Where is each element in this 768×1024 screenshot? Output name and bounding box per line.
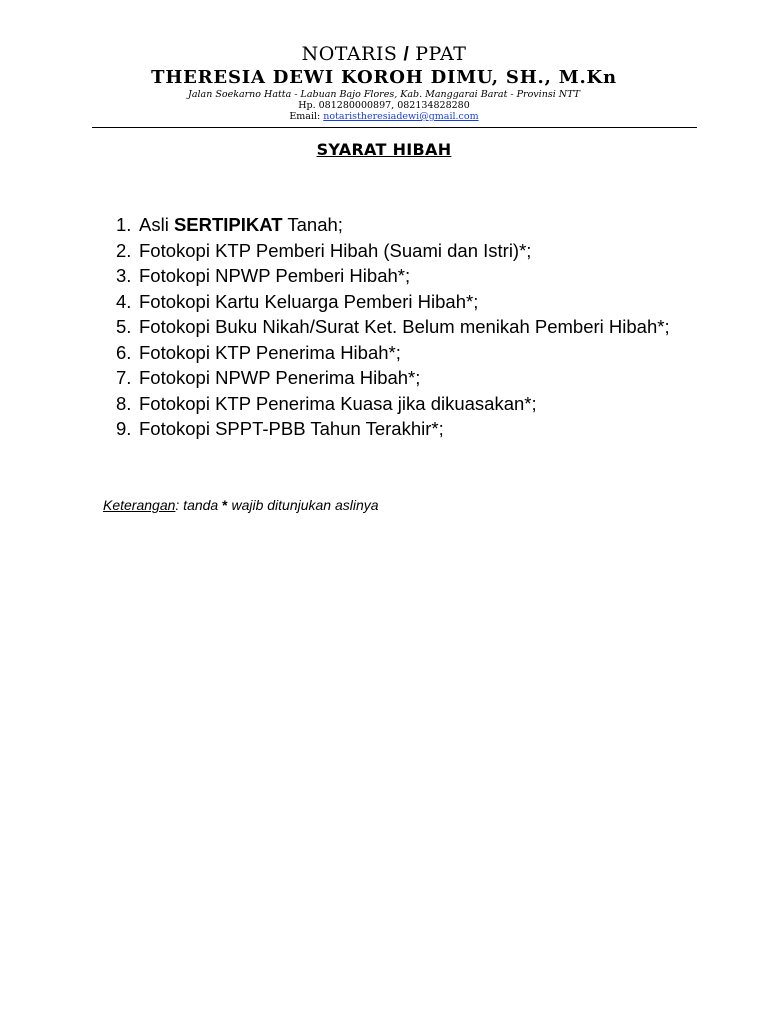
list-item (116, 314, 676, 340)
email-link[interactable]: notaristheresiadewi@gmail.com (323, 111, 479, 122)
office-separator: / (403, 44, 410, 65)
list-item-number: 8. (116, 392, 132, 414)
document-title-text: SYARAT HIBAH (316, 140, 452, 159)
list-item-text-post: Tanah; (282, 214, 343, 235)
list-item-number: 4. (116, 290, 132, 312)
list-item-text: Fotokopi NPWP Penerima Hibah*; (139, 367, 421, 388)
office-ppat: PPAT (415, 43, 467, 65)
office-title (0, 42, 768, 67)
footnote-label: Keterangan (103, 497, 176, 513)
footnote-text-pre: : tanda (175, 497, 223, 513)
list-item-number: 5. (116, 316, 132, 337)
list-item (116, 289, 676, 315)
list-item-text: Fotokopi KTP Penerima Kuasa jika dikuasakan*; (139, 392, 537, 414)
document-title (0, 140, 768, 159)
list-item (116, 212, 676, 238)
office-notaris: NOTARIS (301, 43, 398, 65)
list-item-text-pre: Asli (139, 214, 174, 235)
list-item-text: Fotokopi Buku Nikah/Surat Ket. Belum menikah Pemberi Hibah*; (139, 316, 670, 337)
notary-name: THERESIA DEWI KOROH DIMU, SH., M.Kn (151, 67, 617, 88)
office-address: Jalan Soekarno Hatta - Labuan Bajo Flores, Kab. Manggarai Barat - Provinsi NTT (188, 89, 580, 100)
list-item-number: 7. (116, 367, 132, 388)
list-item (116, 416, 676, 442)
list-item (116, 263, 676, 289)
list-item-number: 6. (116, 341, 132, 363)
list-item-text: Fotokopi KTP Pemberi Hibah (Suami dan Istri)*; (139, 239, 532, 261)
footnote-star: * (222, 497, 228, 513)
list-item (116, 238, 676, 264)
footnote-text-post: wajib ditunjukan aslinya (227, 497, 379, 513)
list-item (116, 340, 676, 366)
list-item-number: 9. (116, 418, 132, 439)
list-item-text (139, 212, 676, 238)
list-item-number: 3. (116, 265, 132, 286)
list-item-text: Fotokopi SPPT-PBB Tahun Terakhir*; (139, 418, 444, 439)
office-email (0, 111, 768, 122)
requirements-list (116, 212, 676, 442)
office-phone: Hp. 081280000897, 082134828280 (298, 100, 470, 111)
letterhead (0, 42, 768, 122)
list-item-number: 2. (116, 239, 132, 261)
list-item (116, 365, 676, 391)
list-item-text: Fotokopi KTP Penerima Hibah*; (139, 341, 401, 363)
email-label: Email: (289, 111, 324, 122)
letterhead-divider (92, 127, 697, 128)
list-item-text: Fotokopi NPWP Pemberi Hibah*; (139, 265, 411, 286)
list-item-text: Fotokopi Kartu Keluarga Pemberi Hibah*; (139, 290, 479, 312)
list-item-text-bold: SERTIPIKAT (173, 214, 283, 235)
list-item (116, 391, 676, 417)
footnote (103, 497, 379, 513)
list-item-number: 1. (116, 214, 132, 235)
